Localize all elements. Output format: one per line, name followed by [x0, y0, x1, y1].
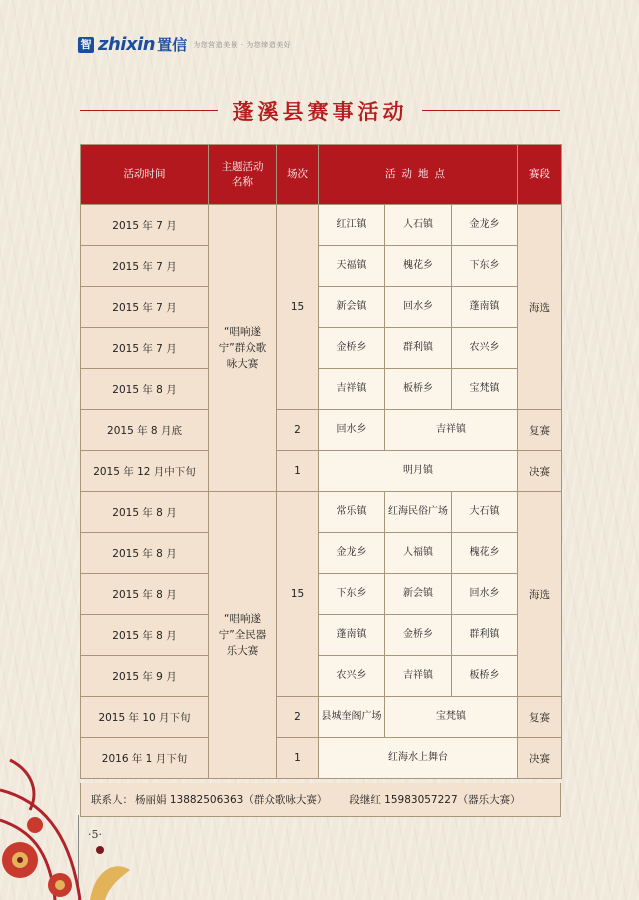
location-cell: 人石镇	[385, 205, 452, 246]
location-cell: 县城奎阁广场	[319, 697, 385, 738]
location-cell: 蓬南镇	[319, 615, 385, 656]
location-cell: 金龙乡	[452, 205, 518, 246]
location-cell: 回水乡	[385, 287, 452, 328]
page-title-block	[80, 96, 560, 126]
stage-cell: 复赛	[518, 410, 562, 451]
floral-ornament-icon	[0, 750, 150, 900]
location-cell: 红江镇	[319, 205, 385, 246]
count-cell: 1	[277, 738, 319, 779]
logo-slogan: 为您营造美景 · 为您缔造美好	[193, 40, 292, 49]
header-time: 活动时间	[81, 145, 209, 205]
stage-cell: 海选	[518, 205, 562, 410]
location-cell: 天福镇	[319, 246, 385, 287]
logo-mark-icon: 智	[78, 37, 94, 53]
stage-cell: 决赛	[518, 451, 562, 492]
header-count: 场次	[277, 145, 319, 205]
table-row	[81, 533, 562, 574]
location-cell: 人福镇	[385, 533, 452, 574]
table-row	[81, 656, 562, 697]
location-cell: 宝梵镇	[385, 697, 518, 738]
count-cell: 15	[277, 492, 319, 697]
date-cell: 2016 年 1 月下旬	[81, 738, 209, 779]
table-row	[81, 369, 562, 410]
date-cell: 2015 年 8 月底	[81, 410, 209, 451]
location-cell: 下东乡	[452, 246, 518, 287]
table-row	[81, 328, 562, 369]
table-row	[81, 410, 562, 451]
location-cell: 农兴乡	[319, 656, 385, 697]
location-cell: 大石镇	[452, 492, 518, 533]
location-cell: 槐花乡	[452, 533, 518, 574]
contact-line	[80, 783, 561, 817]
logo-chinese-name: 置信	[157, 36, 188, 54]
date-cell: 2015 年 12 月中下旬	[81, 451, 209, 492]
header-stage: 赛段	[518, 145, 562, 205]
page-number: ·5·	[88, 828, 102, 841]
location-cell: 蓬南镇	[452, 287, 518, 328]
events-table	[80, 144, 562, 779]
location-cell: 红海水上舞台	[319, 738, 518, 779]
logo-name: zhixin	[98, 34, 156, 55]
location-cell: 槐花乡	[385, 246, 452, 287]
title-divider-right	[422, 110, 560, 111]
stage-cell: 海选	[518, 492, 562, 697]
date-cell: 2015 年 8 月	[81, 615, 209, 656]
location-cell: 群利镇	[385, 328, 452, 369]
table-row	[81, 451, 562, 492]
date-cell: 2015 年 7 月	[81, 328, 209, 369]
table-header-row	[81, 145, 562, 205]
location-cell: 新会镇	[385, 574, 452, 615]
table-row	[81, 697, 562, 738]
table-row	[81, 287, 562, 328]
location-cell: 板桥乡	[385, 369, 452, 410]
date-cell: 2015 年 7 月	[81, 246, 209, 287]
count-cell: 1	[277, 451, 319, 492]
contact-label: 联系人：	[91, 794, 133, 806]
stage-cell: 决赛	[518, 738, 562, 779]
date-cell: 2015 年 9 月	[81, 656, 209, 697]
location-cell: 明月镇	[319, 451, 518, 492]
count-cell: 2	[277, 410, 319, 451]
location-cell: 下东乡	[319, 574, 385, 615]
table-row	[81, 246, 562, 287]
location-cell: 板桥乡	[452, 656, 518, 697]
theme-cell: “唱响遂宁”全民器乐大赛	[209, 492, 277, 779]
location-cell: 红海民俗广场	[385, 492, 452, 533]
stage-cell: 复赛	[518, 697, 562, 738]
contact-person-2: 段继红 15983057227（器乐大赛）	[349, 794, 521, 806]
table-row	[81, 738, 562, 779]
date-cell: 2015 年 7 月	[81, 205, 209, 246]
contact-person-1: 杨丽娟 13882506363（群众歌咏大赛）	[135, 794, 328, 806]
count-cell: 2	[277, 697, 319, 738]
table-row	[81, 205, 562, 246]
date-cell: 2015 年 8 月	[81, 574, 209, 615]
location-cell: 金龙乡	[319, 533, 385, 574]
date-cell: 2015 年 8 月	[81, 369, 209, 410]
header-theme: 主题活动名称	[209, 145, 277, 205]
header-location: 活动地点	[319, 145, 518, 205]
table-row	[81, 615, 562, 656]
location-cell: 金桥乡	[385, 615, 452, 656]
table-row	[81, 574, 562, 615]
location-cell: 回水乡	[319, 410, 385, 451]
location-cell: 吉祥镇	[385, 410, 518, 451]
location-cell: 新会镇	[319, 287, 385, 328]
location-cell: 群利镇	[452, 615, 518, 656]
date-cell: 2015 年 7 月	[81, 287, 209, 328]
brand-logo	[78, 34, 291, 55]
location-cell: 吉祥镇	[385, 656, 452, 697]
date-cell: 2015 年 10 月下旬	[81, 697, 209, 738]
location-cell: 吉祥镇	[319, 369, 385, 410]
location-cell: 常乐镇	[319, 492, 385, 533]
date-cell: 2015 年 8 月	[81, 533, 209, 574]
theme-cell: “唱响遂宁”群众歌咏大赛	[209, 205, 277, 492]
location-cell: 金桥乡	[319, 328, 385, 369]
location-cell: 宝梵镇	[452, 369, 518, 410]
page-title: 蓬溪县赛事活动	[232, 99, 408, 124]
date-cell: 2015 年 8 月	[81, 492, 209, 533]
location-cell: 农兴乡	[452, 328, 518, 369]
location-cell: 回水乡	[452, 574, 518, 615]
count-cell: 15	[277, 205, 319, 410]
table-row	[81, 492, 562, 533]
